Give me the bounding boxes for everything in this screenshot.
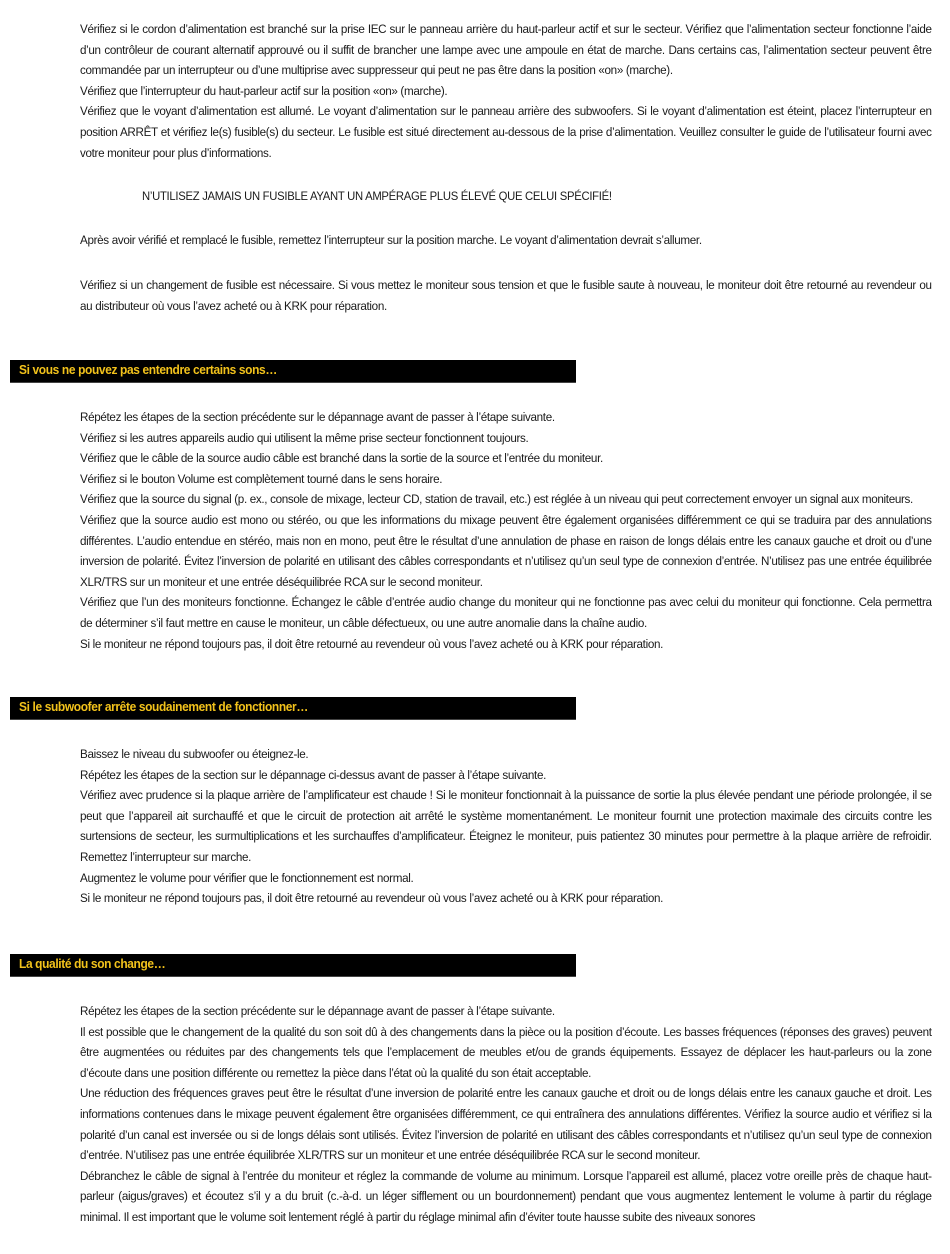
paragraph: Augmentez le volume pour vérifier que le fonctionnement est normal. — [80, 870, 414, 885]
paragraph: Vérifiez si un changement de fusible est nécessaire. Si vous mettez le moniteur sous tension et que le fusible saute à nouveau, le moniteur doit être retourné au revendeur ou au distributeur où vous l’avez acheté ou à KRK pour réparation. — [80, 278, 932, 313]
paragraph: Si le moniteur ne répond toujours pas, il doit être retourné au revendeur où vous l’avez acheté ou à KRK pour réparation. — [80, 891, 664, 906]
paragraph: Vérifiez que l’interrupteur du haut-parleur actif sur la position «on» (marche). — [80, 83, 448, 98]
section-heading-bar — [10, 954, 576, 977]
paragraph: Vérifiez que le câble de la source audio câble est branché dans la sortie de la source et l’entrée du moniteur. — [80, 451, 603, 466]
paragraph: Vérifiez si le bouton Volume est complètement tourné dans le sens horaire. — [80, 471, 443, 486]
after-fuse-block — [80, 230, 932, 251]
paragraph: Répétez les étapes de la section sur le dépannage ci-dessus avant de passer à l’étape suivante. — [80, 767, 547, 782]
paragraph: Vérifiez que la source du signal (p. ex., console de mixage, lecteur CD, station de travail, etc.) est réglée à un niveau qui peut correctement envoyer un signal aux moniteurs. — [80, 492, 913, 507]
section-1-body — [80, 407, 932, 654]
paragraph: Il est possible que le changement de la qualité du son soit dû à des changements dans la pièce ou la position d’écoute. Les basses fréquences (réponses des graves) peuvent être augmentées ou réduites par des changements tels que l’emplacement de meubles et/ou de grands équipements. Essayez de déplacer les haut-parleurs ou la zone d’écoute dans une position différente ou remettez la pièce dans l’état où la qualité du son était acceptable. — [80, 1024, 932, 1080]
paragraph: Une réduction des fréquences graves peut être le résultat d’une inversion de polarité entre les canaux gauche et droit ou de longs délais entre les canaux gauche et droit. Les informations contenues dans le mixage peuvent également être organisées différemment, ce qui entraînera des annulations différentes. Vérifiez la source audio et vérifiez si la polarité d’un canal est inversée ou si de longs délais sont utilisés. Évitez l’inversion de polarité en utilisant des câbles correspondants et n’utilisez qu’un seul type de connexion d’entrée. N’utilisez pas une entrée équilibrée XLR/TRS sur un moniteur et une entrée déséquilibrée RCA sur le second moniteur. — [80, 1086, 932, 1163]
paragraph: Répétez les étapes de la section précédente sur le dépannage avant de passer à l’étape suivante. — [80, 410, 555, 424]
intro-block — [80, 19, 932, 163]
section-heading-bar — [10, 360, 576, 383]
paragraph: Vérifiez que la source audio est mono ou stéréo, ou que les informations du mixage peuvent être également organisées différemment ce qui se traduira par des annulations différentes. L’audio entendue en stéréo, mais non en mono, peut être le résultat d’une annulation de phase en raison de longs délais entre les canaux gauche et droit ou d’une inversion de polarité. Évitez l’inversion de polarité en utilisant des câbles correspondants et n’utilisez qu’un seul type de connexion d’entrée. N’utilisez pas une entrée équilibrée XLR/TRS sur un moniteur et une entrée déséquilibrée RCA sur le second moniteur. — [80, 512, 932, 589]
paragraph: Baissez le niveau du subwoofer ou éteignez-le. — [80, 747, 309, 761]
paragraph: Débranchez le câble de signal à l’entrée du moniteur et réglez la commande de volume au minimum. Lorsque l’appareil est allumé, placez votre oreille près de chaque haut-parleur (aigus/graves) et écoutez s’il y a du bruit (c.-à-d. un léger sifflement ou un bourdonnement) pendant que vous augmentez lentement le volume à partir du réglage minimal. Il est important que le volume soit lentement réglé à partir du réglage minimal afin d’éviter toute hausse subite des niveaux sonores — [80, 1168, 932, 1224]
section-heading: Si vous ne pouvez pas entendre certains sons… — [19, 362, 277, 377]
paragraph: Après avoir vérifié et remplacé le fusible, remettez l’interrupteur sur la position marche. Le voyant d’alimentation devrait s’allumer. — [80, 233, 702, 247]
section-3-body — [80, 1001, 932, 1228]
section-2-body — [80, 744, 932, 909]
paragraph: Vérifiez avec prudence si la plaque arrière de l’amplificateur est chaude ! Si le moniteur fonctionnait à la puissance de sortie la plus élevée pendant une période prolongée, il se peut que l’appareil ait surchauffé et que le circuit de protection ait arrêté le système momentanément. Le moniteur fournit une protection maximale des circuits contre les surtensions de secteur, les surmultiplications et les surchauffes d’amplificateur. Éteignez le moniteur, puis patientez 30 minutes pour permettre à la plaque arrière de refroidir. Remettez l’interrupteur sur marche. — [80, 788, 932, 864]
paragraph: Vérifiez si les autres appareils audio qui utilisent la même prise secteur fonctionnent toujours. — [80, 430, 529, 445]
section-heading: Si le subwoofer arrête soudainement de fonctionner… — [19, 699, 308, 714]
paragraph: Répétez les étapes de la section précédente sur le dépannage avant de passer à l’étape suivante. — [80, 1004, 555, 1018]
paragraph: Vérifiez si le cordon d’alimentation est branché sur la prise IEC sur le panneau arrière du haut-parleur actif et sur le secteur. Vérifiez que l’alimentation secteur fonctionne l’aide d’un contrôleur de courant alternatif approuvé ou il suffit de brancher une lampe avec une ampoule en état de marche. Dans certains cas, l’alimentation secteur peuvent être commandée par un interrupteur ou d’une multiprise avec suppresseur qui peut ne pas être dans la position «on» (marche). — [80, 22, 932, 78]
paragraph: Vérifiez que le voyant d’alimentation est allumé. Le voyant d’alimentation sur le panneau arrière des subwoofers. Si le voyant d’alimentation est éteint, placez l’interrupteur en position ARRÊT et vérifiez le(s) fusible(s) du secteur. Le fusible est situé directement au-dessous de la prise d’alimentation. Veuillez consulter le guide de l’utilisateur fourni avec votre moniteur pour plus d’informations. — [80, 104, 932, 160]
section-heading-bar — [10, 697, 576, 720]
paragraph: Vérifiez que l’un des moniteurs fonctionne. Échangez le câble d’entrée audio change du moniteur qui ne fonctionne pas avec celui du moniteur qui fonctionne. Cela permettra de déterminer s’il faut mettre en cause le moniteur, un câble défectueux, ou une autre anomalie dans la chaîne audio. — [80, 595, 932, 630]
section-heading: La qualité du son change… — [19, 956, 166, 971]
fuse-change-block — [80, 275, 932, 316]
fuse-warning: N’UTILISEZ JAMAIS UN FUSIBLE AYANT UN AMPÉRAGE PLUS ÉLEVÉ QUE CELUI SPÉCIFIÉ! — [142, 189, 612, 203]
paragraph: Si le moniteur ne répond toujours pas, il doit être retourné au revendeur où vous l’avez acheté ou à KRK pour réparation. — [80, 636, 664, 651]
